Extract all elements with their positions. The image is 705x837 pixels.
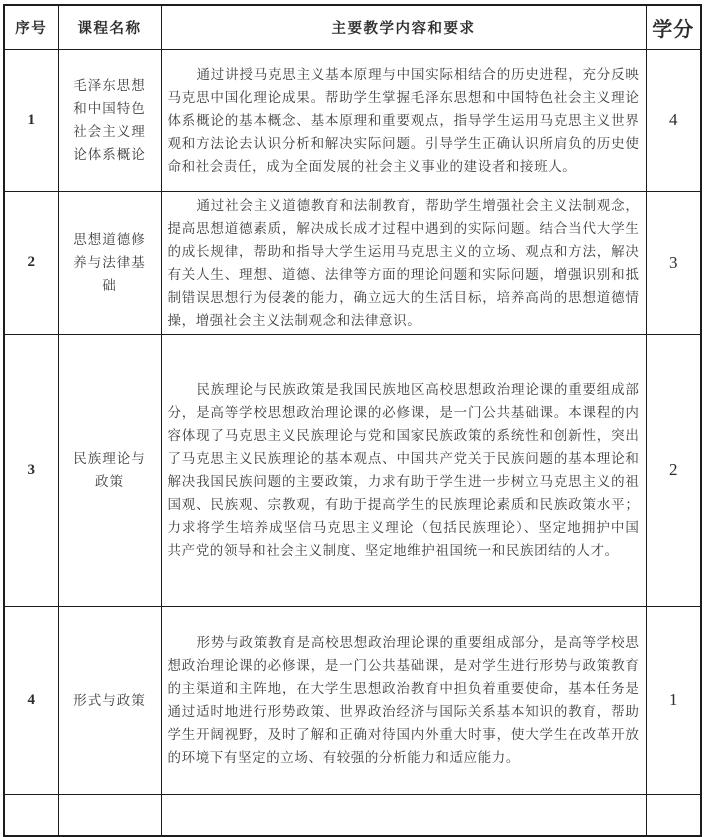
course-name-cell [58, 794, 161, 836]
table-row-partial [4, 794, 701, 836]
row-number-cell [4, 794, 58, 836]
course-content-cell [161, 334, 646, 606]
credits-cell: 3 [646, 191, 701, 334]
table-row [4, 606, 701, 794]
course-name-text: 毛泽东思想和中国特色社会主义理论体系概论 [73, 78, 146, 162]
row-number-cell: 1 [4, 49, 58, 191]
course-name-cell [58, 606, 161, 794]
credits-cell [646, 794, 701, 836]
course-name-text: 民族理论与政策 [73, 451, 146, 489]
course-content-text: 通过讲授马克思主义基本原理与中国实际相结合的历史进程，充分反映马克思中国化理论成果。帮助学生掌握毛泽东思想和中国特色社会主义理论体系概论的基本概念、基本原理和重要观点，指导学生运用马克思主义世界观和方法论去认识分析和解决实际问题。引导学生正确认识所肩负的历史使命和社会责任，成为全面发展的社会主义事业的建设者和接班人。 [167, 66, 640, 174]
header-no: 序号 [4, 5, 58, 49]
course-content-text: 通过社会主义道德教育和法制教育，帮助学生增强社会主义法制观念，提高思想道德素质，解决成长成才过程中遇到的实际问题。结合当代大学生的成长规律，帮助和指导大学生运用马克思主义的立场、观点和方法，解决有关人生、理想、道德、法律等方面的理论问题和实际问题，增强识别和抵制错误思想行为侵袭的能力，确立远大的生活目标，培养高尚的思想道德情操，增强社会主义法制观念和法律意识。 [167, 197, 640, 328]
row-number-cell: 4 [4, 606, 58, 794]
course-name-cell [58, 334, 161, 606]
credits-cell: 2 [646, 334, 701, 606]
course-name-text: 形式与政策 [73, 692, 146, 708]
course-name-cell [58, 191, 161, 334]
header-credits: 学分 [646, 5, 701, 49]
header-course-name: 课程名称 [58, 5, 161, 49]
row-number-cell: 3 [4, 334, 58, 606]
course-content-text: 民族理论与民族政策是我国民族地区高校思想政治理论课的重要组成部分，是高等学校思想政治理论课的必修课，是一门公共基础课。本课程的内容体现了马克思主义民族理论与党和国家民族政策的系统性和创新性，突出了马克思主义民族理论的基本观点、中国共产党关于民族问题的基本理论和解决我国民族问题的主要政策，力求有助于学生进一步树立马克思主义的祖国观、民族观、宗教观，有助于提高学生的民族理论素质和民族政策水平；力求将学生培养成坚信马克思主义理论（包括民族理论）、坚定地拥护中国共产党的领导和社会主义制度、坚定地维护祖国统一和民族团结的人才。 [167, 382, 640, 558]
course-content-cell [161, 49, 646, 191]
course-table [3, 4, 702, 837]
table-header-row [4, 5, 701, 49]
row-number-cell: 2 [4, 191, 58, 334]
course-name-cell [58, 49, 161, 191]
credits-cell: 4 [646, 49, 701, 191]
course-name-text: 思想道德修养与法律基础 [73, 232, 146, 293]
course-content-text: 形势与政策教育是高校思想政治理论课的重要组成部分，是高等学校思想政治理论课的必修课，是一门公共基础课，是对学生进行形势与政策教育的主渠道和主阵地，在大学生思想政治教育中担负着重要使命，基本任务是通过适时地进行形势政策、世界政治经济与国际关系基本知识的教育，帮助学生开阔视野，及时了解和正确对待国内外重大时事，使大学生在改革开放的环境下有坚定的立场、有较强的分析能力和适应能力。 [167, 635, 640, 765]
course-content-cell [161, 191, 646, 334]
table-row [4, 191, 701, 334]
credits-cell: 1 [646, 606, 701, 794]
course-content-cell [161, 794, 646, 836]
table-row [4, 334, 701, 606]
document-page [3, 4, 701, 837]
header-content: 主要教学内容和要求 [161, 5, 646, 49]
course-content-cell [161, 606, 646, 794]
table-row [4, 49, 701, 191]
